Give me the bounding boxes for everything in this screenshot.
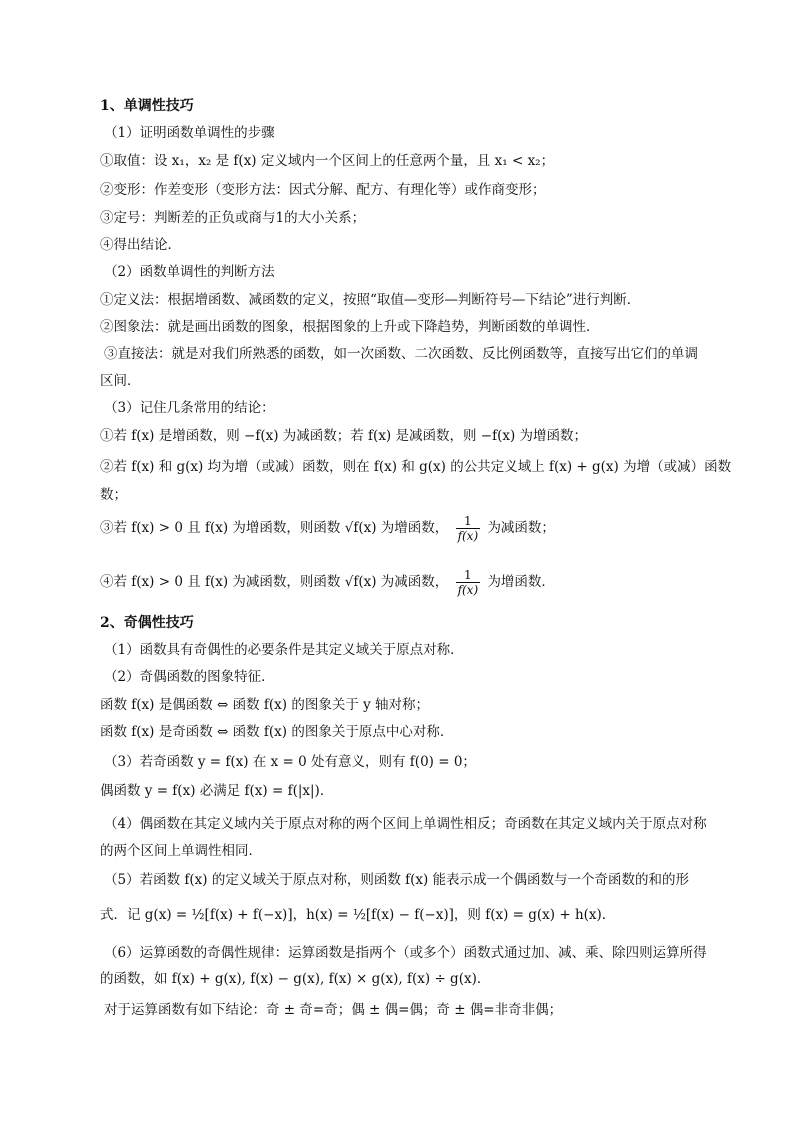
s2-line-5: （3）若奇函数 y = f(x) 在 x = 0 处有意义，则有 f(0) = 0；	[104, 754, 476, 770]
fraction-one-over-fx-2	[456, 568, 481, 597]
fraction-denominator-2: f(x)	[457, 583, 479, 597]
s2-line-11: （6）运算函数的奇偶性规律：运算函数是指两个（或多个）函数式通过加、减、乘、除四则运算所得	[104, 945, 707, 961]
sub3-item-4-tail: 为增函数．	[487, 574, 555, 590]
s2-line-6: 偶函数 y = f(x) 必满足 f(x) = f(|x|)．	[100, 783, 334, 799]
fraction-numerator: 1	[464, 514, 472, 528]
sub3-item-3	[100, 514, 720, 543]
sub3-item-1: ①若 f(x) 是增函数，则 −f(x) 为减函数；若 f(x) 是减函数，则 −f(x) 为增函数；	[100, 428, 588, 444]
sub2-item-3-cont: 区间．	[100, 373, 141, 389]
fraction-one-over-fx	[456, 514, 481, 543]
s2-line-12: 的函数，如 f(x) + g(x), f(x) − g(x), f(x) × g(x), f(x) ÷ g(x)．	[100, 971, 491, 987]
s2-line-9: （5）若函数 f(x) 的定义域关于原点对称，则函数 f(x) 能表示成一个偶函数与一个奇函数的和的形	[104, 872, 690, 888]
sub3-item-3-text: ③若 f(x) > 0 且 f(x) 为增函数，则函数 √f(x) 为增函数，	[100, 520, 449, 536]
sub2-item-1: ①定义法：根据增函数、减函数的定义，按照“取值—变形—判断符号—下结论”进行判断．	[100, 292, 641, 308]
s2-line-8: 的两个区间上单调性相同．	[100, 843, 262, 859]
s2-line-10: 式．记 g(x) = ½[f(x) + f(−x)]，h(x) = ½[f(x) − f(−x)]，则 f(x) = g(x) + h(x)．	[100, 907, 616, 923]
sub1-item-1: ①取值：设 x₁，x₂ 是 f(x) 定义域内一个区间上的任意两个量，且 x₁ < x₂；	[100, 153, 555, 169]
s2-line-2: （2）奇偶函数的图象特征．	[104, 669, 275, 685]
sub2-item-2: ②图象法：就是画出函数的图象，根据图象的上升或下降趋势，判断函数的单调性．	[100, 319, 600, 335]
section2-heading: 2、奇偶性技巧	[100, 615, 194, 631]
s2-line-4: 函数 f(x) 是奇函数 ⇔ 函数 f(x) 的图象关于原点中心对称．	[100, 724, 454, 740]
sub3-title: （3）记住几条常用的结论：	[104, 400, 275, 416]
sub1-item-4: ④得出结论．	[100, 237, 181, 253]
s2-line-13: 对于运算函数有如下结论：奇 ± 奇=奇；偶 ± 偶=偶；奇 ± 偶=非奇非偶；	[104, 1002, 563, 1018]
sub2-title: （2）函数单调性的判断方法	[104, 264, 275, 280]
sub3-item-3-tail: 为减函数；	[487, 520, 555, 536]
sub1-item-2: ②变形：作差变形（变形方法：因式分解、配方、有理化等）或作商变形；	[100, 182, 546, 198]
sub1-item-3: ③定号：判断差的正负或商与1的大小关系；	[100, 210, 366, 226]
sub3-item-2-cont: 数；	[100, 487, 127, 503]
sub1-title: （1）证明函数单调性的步骤	[104, 125, 275, 141]
s2-line-7: （4）偶函数在其定义域内关于原点对称的两个区间上单调性相反；奇函数在其定义域内关于原点对称	[104, 816, 707, 832]
s2-line-1: （1）函数具有奇偶性的必要条件是其定义域关于原点对称．	[104, 642, 464, 658]
s2-line-3: 函数 f(x) 是偶函数 ⇔ 函数 f(x) 的图象关于 y 轴对称；	[100, 697, 430, 713]
fraction-numerator-2: 1	[464, 568, 472, 582]
sub3-item-2: ②若 f(x) 和 g(x) 均为增（或减）函数，则在 f(x) 和 g(x) 的公共定义域上 f(x) + g(x) 为增（或减）函数	[100, 459, 732, 475]
sub2-item-3: ③直接法：就是对我们所熟悉的函数，如一次函数、二次函数、反比例函数等，直接写出它们的单调	[104, 346, 698, 362]
sub3-item-4-text: ④若 f(x) > 0 且 f(x) 为减函数，则函数 √f(x) 为减函数，	[100, 574, 449, 590]
fraction-denominator: f(x)	[457, 529, 479, 543]
sub3-item-4	[100, 568, 720, 597]
section1-heading: 1、单调性技巧	[100, 98, 194, 114]
